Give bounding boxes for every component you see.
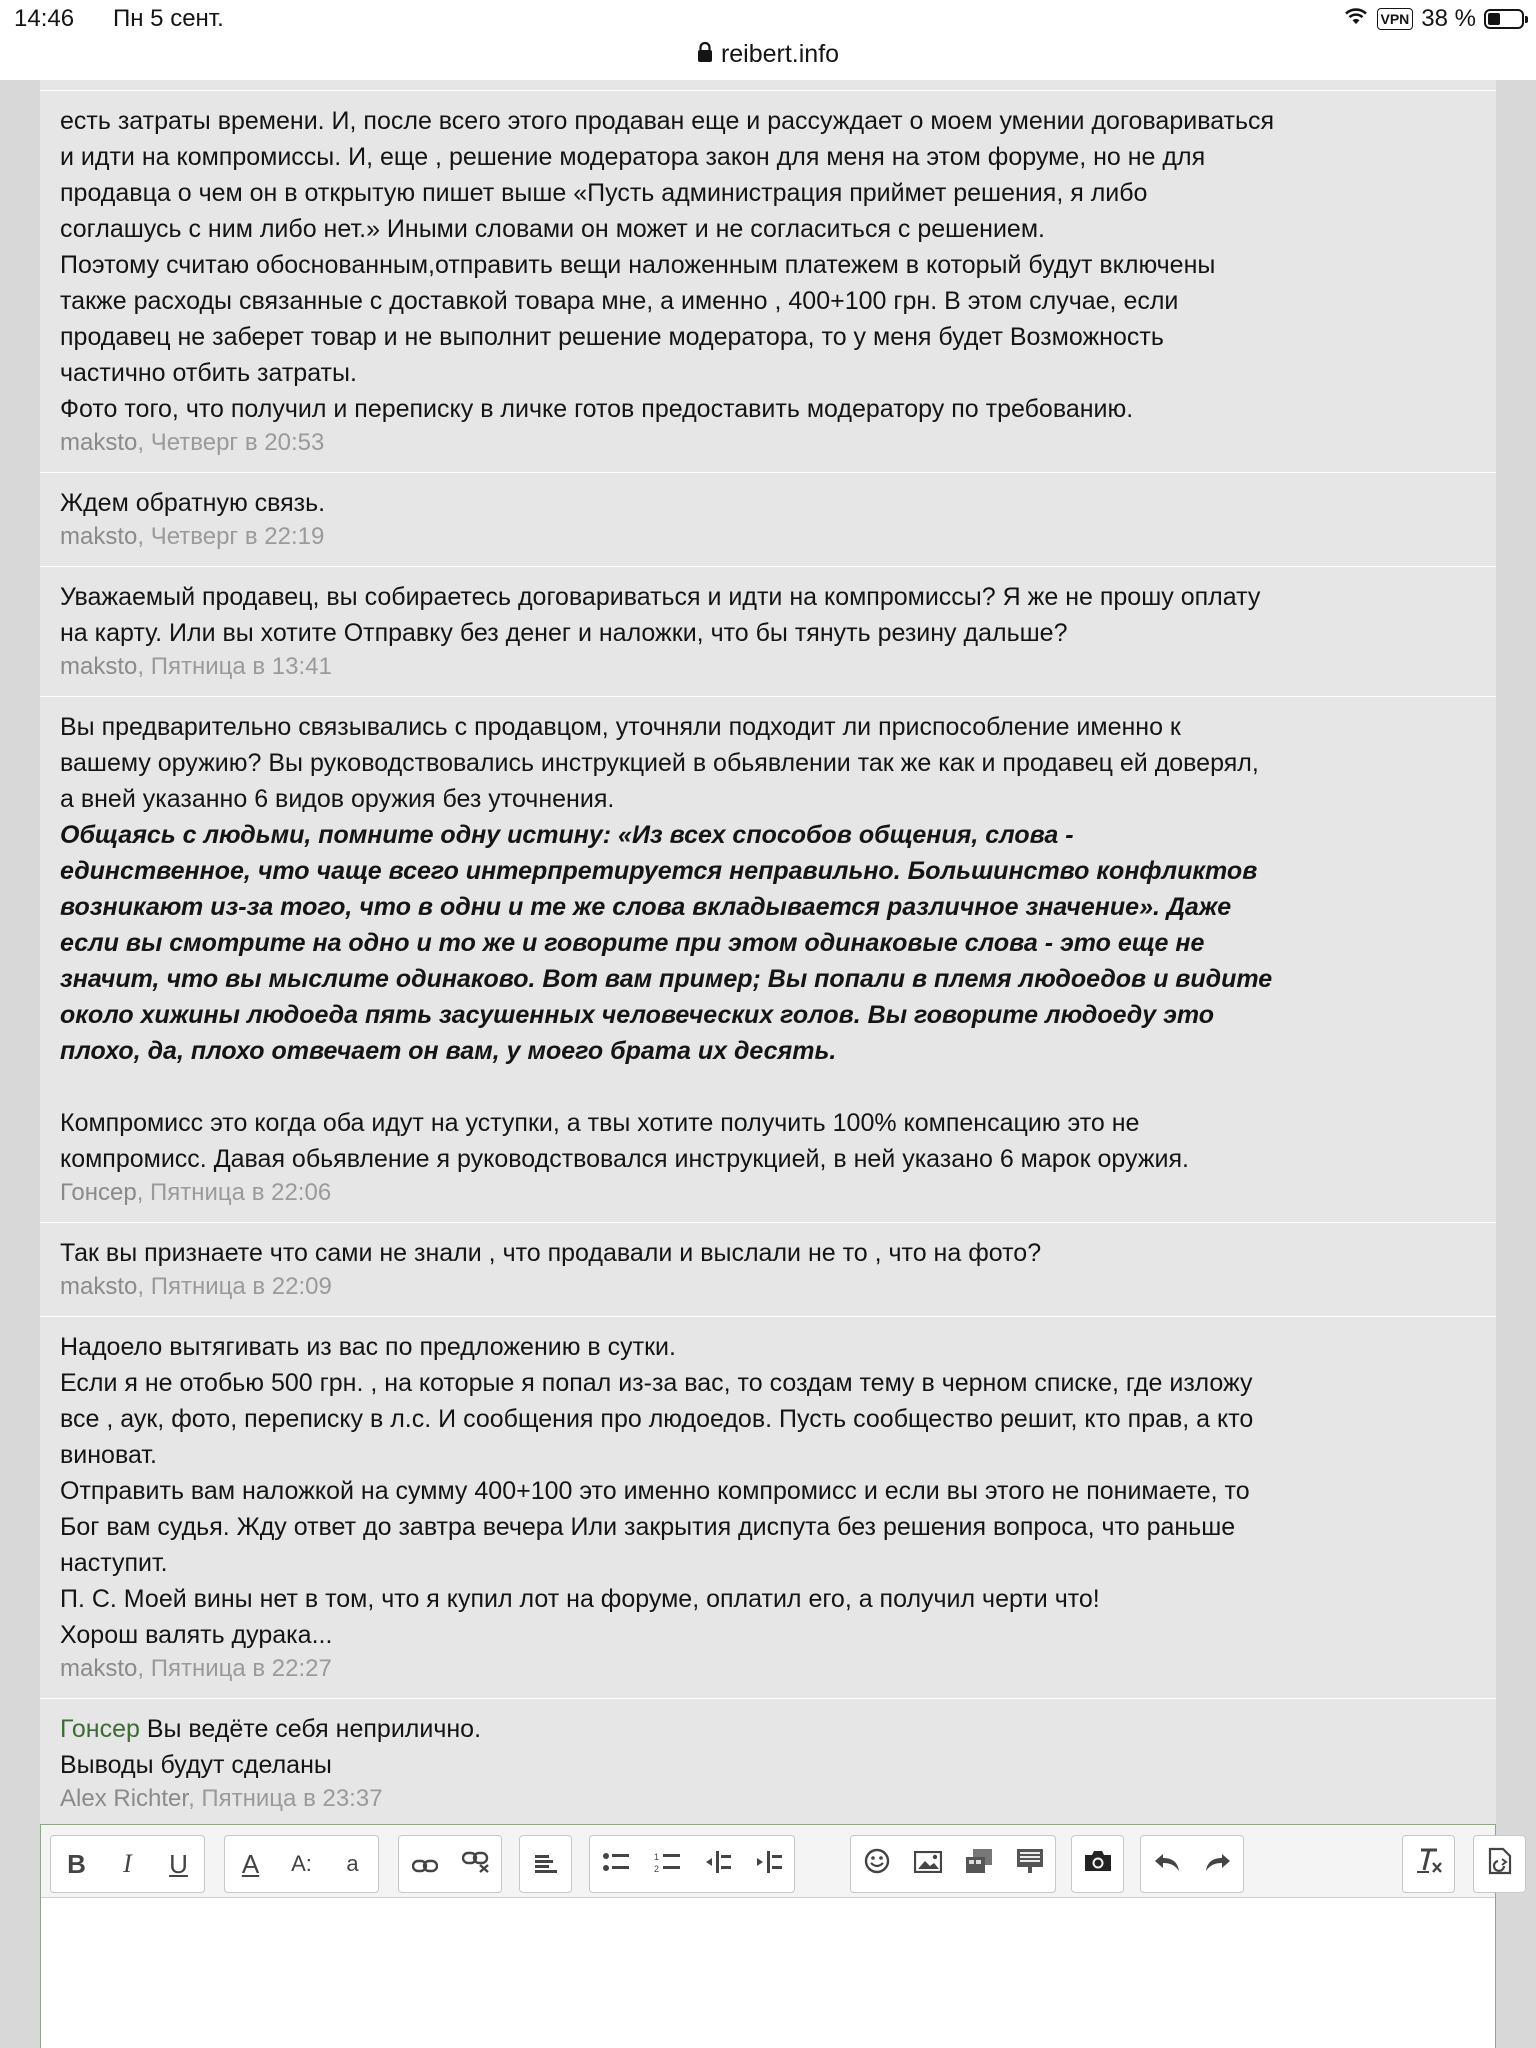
message-meta: Гонсер, Пятница в 22:06 [60, 1179, 332, 1206]
message-author[interactable]: maksto [60, 1273, 138, 1300]
italic-icon: I [123, 1849, 132, 1878]
status-time: 14:46 [14, 5, 75, 32]
indent-button[interactable] [743, 1836, 794, 1892]
status-right [1343, 5, 1525, 33]
message [40, 472, 1496, 566]
message [40, 1316, 1496, 1698]
message-time[interactable]: Пятница в 13:41 [150, 653, 332, 680]
message-meta: maksto, Пятница в 22:27 [60, 1655, 332, 1682]
smilies-button[interactable] [851, 1836, 902, 1892]
message [40, 696, 1496, 1222]
smile-icon [864, 1848, 890, 1881]
message-text [60, 1711, 1476, 1783]
code-icon [1016, 1848, 1044, 1881]
toggle-bbcode-button[interactable] [1474, 1836, 1525, 1892]
camera-button[interactable] [1072, 1836, 1123, 1892]
message-time[interactable]: Пятница в 22:06 [150, 1179, 332, 1206]
media-icon [965, 1848, 993, 1881]
text-color-icon: A [241, 1848, 260, 1879]
status-date: Пн 5 сент. [113, 5, 224, 32]
numbered-list-button[interactable] [641, 1836, 692, 1892]
svg-text:2: 2 [653, 1863, 659, 1873]
toolbar-group-insert [850, 1835, 1056, 1893]
remove-format-button[interactable] [1403, 1836, 1454, 1892]
message-meta: maksto, Пятница в 13:41 [60, 653, 332, 680]
status-bar [0, 0, 1536, 40]
undo-button[interactable] [1141, 1836, 1192, 1892]
battery-icon [1484, 9, 1524, 29]
media-button[interactable] [953, 1836, 1004, 1892]
align-button[interactable] [520, 1836, 571, 1892]
bold-button[interactable] [51, 1836, 102, 1892]
url-text: reibert.info [720, 40, 840, 68]
message [40, 566, 1496, 696]
font-size-button[interactable] [276, 1836, 327, 1892]
unlink-icon [462, 1849, 490, 1880]
underline-icon: U [169, 1848, 188, 1879]
message-time[interactable]: Пятница в 22:09 [150, 1273, 332, 1300]
url-bar[interactable] [0, 36, 1536, 80]
message-text: Надоело вытягивать из вас по предложению в сутки. Если я не отобью 500 грн. , на которые я попал из-за вас, то создам тему в черном списке, где изложу все , аук, фото, переписку в л.с. И сообщения про людоедов. Пусть сообщество решит, кто прав, а кто виноват. Отправить вам наложкой на сумму 400+100 это именно компромисс и если вы этого не понимаете, то Бог вам судья. Жду ответ до завтра вечера Или закрытия диспута без решения вопроса, что раньше наступит. П. С. Моей вины нет в том, что я купил лот на форуме, оплатил его, а получил черти что! Хорош валять дурака... [60, 1333, 1254, 1649]
outdent-icon [705, 1849, 731, 1880]
font-family-icon: a [346, 1851, 359, 1876]
undo-icon [1153, 1849, 1181, 1880]
spacer [60, 1069, 1476, 1105]
message-time[interactable]: Пятница в 22:27 [150, 1655, 332, 1682]
link-icon [412, 1849, 438, 1880]
font-family-button[interactable] [327, 1836, 378, 1892]
message-meta: Alex Richter, Пятница в 23:37 [60, 1785, 383, 1812]
message-author[interactable]: maksto [60, 653, 138, 680]
bold-icon: B [67, 1848, 86, 1879]
redo-button[interactable] [1192, 1836, 1243, 1892]
message-text: Вы предварительно связывались с продавцом, уточняли подходит ли приспособление именно к вашему оружию? Вы руководствовались инструкцией в обьявлении так же как и продавец ей доверял, а вней указанно 6 видов оружия без уточнения. [60, 713, 1259, 813]
unlink-button[interactable] [450, 1836, 501, 1892]
outdent-button[interactable] [692, 1836, 743, 1892]
wifi-icon [1343, 5, 1369, 33]
font-size-icon: A: [291, 1851, 312, 1876]
message-meta: maksto, Пятница в 22:09 [60, 1273, 332, 1300]
text-color-button[interactable] [225, 1836, 276, 1892]
message-time[interactable]: Пятница в 23:37 [201, 1785, 383, 1812]
message [40, 1222, 1496, 1316]
toolbar-group-format [1402, 1835, 1455, 1893]
message-meta: maksto, Четверг в 22:19 [60, 523, 325, 550]
user-mention[interactable]: Гонсер [60, 1715, 140, 1743]
italic-button[interactable] [102, 1836, 153, 1892]
bullet-list-button[interactable] [590, 1836, 641, 1892]
editor-toolbar [41, 1825, 1495, 1898]
message-time[interactable]: Четверг в 20:53 [150, 429, 325, 456]
link-button[interactable] [399, 1836, 450, 1892]
toolbar-group-text-style [50, 1835, 205, 1893]
reply-editor [40, 1824, 1496, 2048]
message-text: Уважаемый продавец, вы собираетесь договариваться и идти на компромиссы? Я же не прошу оплату на карту. Или вы хотите Отправку без денег и наложки, что бы тянуть резину дальше? [60, 583, 1261, 647]
message-meta: maksto, Четверг в 20:53 [60, 429, 325, 456]
editor-textarea[interactable] [41, 1897, 1495, 2048]
toolbar-group-align [519, 1835, 572, 1893]
message-text: Ждем обратную связь. [60, 489, 326, 517]
code-button[interactable] [1004, 1836, 1055, 1892]
camera-icon [1083, 1849, 1113, 1880]
toolbar-group-font [224, 1835, 379, 1893]
redo-icon [1204, 1849, 1232, 1880]
message [40, 90, 1496, 472]
toolbar-group-list [589, 1835, 795, 1893]
numbered-list-icon [654, 1849, 680, 1880]
battery-percent: 38 % [1421, 5, 1476, 32]
message-text-body: Вы ведёте себя неприлично. Выводы будут сделаны [60, 1715, 482, 1779]
toggle-icon [1487, 1847, 1513, 1882]
toolbar-group-history [1140, 1835, 1244, 1893]
align-left-icon [535, 1849, 557, 1880]
message-time[interactable]: Четверг в 22:19 [150, 523, 325, 550]
message-quote: Общаясь с людьми, помните одну истину: «Из всех способов общения, слова - единственное, что чаще всего интерпретируется неправильно. Большинство конфликтов возникают из-за того, что в одни и те же слова вкладывается различное значение». Даже если вы смотрите на одно и то же и говорите при этом одинаковые слова - это еще не значит, что вы мыслите одинаково. Вот вам пример; Вы попали в племя людоедов и видите около хижины людоеда пять засушенных человеческих голов. Вы говорите людоеду это плохо, да, плохо отвечает он вам, у моего брата их десять. [60, 821, 1273, 1065]
message-author[interactable]: Alex Richter [60, 1785, 189, 1812]
lock-icon [697, 37, 713, 73]
message-author[interactable]: maksto [60, 429, 138, 456]
toolbar-group-camera [1071, 1835, 1124, 1893]
page [0, 80, 1536, 2048]
message-text: Так вы признаете что сами не знали , что продавали и выслали не то , что на фото? [60, 1239, 1042, 1267]
remove-format-icon [1415, 1848, 1443, 1881]
message-text-after: Компромисс это когда оба идут на уступки, а твы хотите получить 100% компенсацию это не компромисс. Давая обьявление я руководствовался инструкцией, в ней указано 6 марок оружия. [60, 1109, 1189, 1173]
indent-icon [756, 1849, 782, 1880]
thread [40, 80, 1496, 2048]
image-button[interactable] [902, 1836, 953, 1892]
message-list [40, 90, 1496, 1828]
vpn-badge: VPN [1377, 8, 1414, 30]
message-author[interactable]: maksto [60, 1655, 138, 1682]
image-icon [914, 1849, 942, 1880]
toolbar-group-mode [1473, 1835, 1526, 1893]
svg-text:1: 1 [653, 1851, 659, 1862]
message-text: есть затраты времени. И, после всего этого продаван еще и рассуждает о моем умении договариваться и идти на компромиссы. И, еще , решение модератора закон для меня на этом форуме, но не для продавца о чем он в открытую пишет выше «Пусть администрация приймет решения, я либо соглашусь с ним либо нет.» Иными словами он может и не согласиться с решением. Поэтому считаю обоснованным,отправить вещи наложенным платежем в который будут включены также расходы связанные с доставкой товара мне, а именно , 400+100 грн. В этом случае, если продавец не заберет товар и не выполнит решение модератора, то у меня будет Возможность частично отбить затраты. Фото того, что получил и переписку в личке готов предоставить модератору по требованию. [60, 107, 1275, 423]
message-author[interactable]: maksto [60, 523, 138, 550]
toolbar-group-link [398, 1835, 502, 1893]
message-author[interactable]: Гонсер [60, 1179, 137, 1206]
bullet-list-icon [603, 1849, 629, 1880]
message [40, 1698, 1496, 1828]
underline-button[interactable] [153, 1836, 204, 1892]
